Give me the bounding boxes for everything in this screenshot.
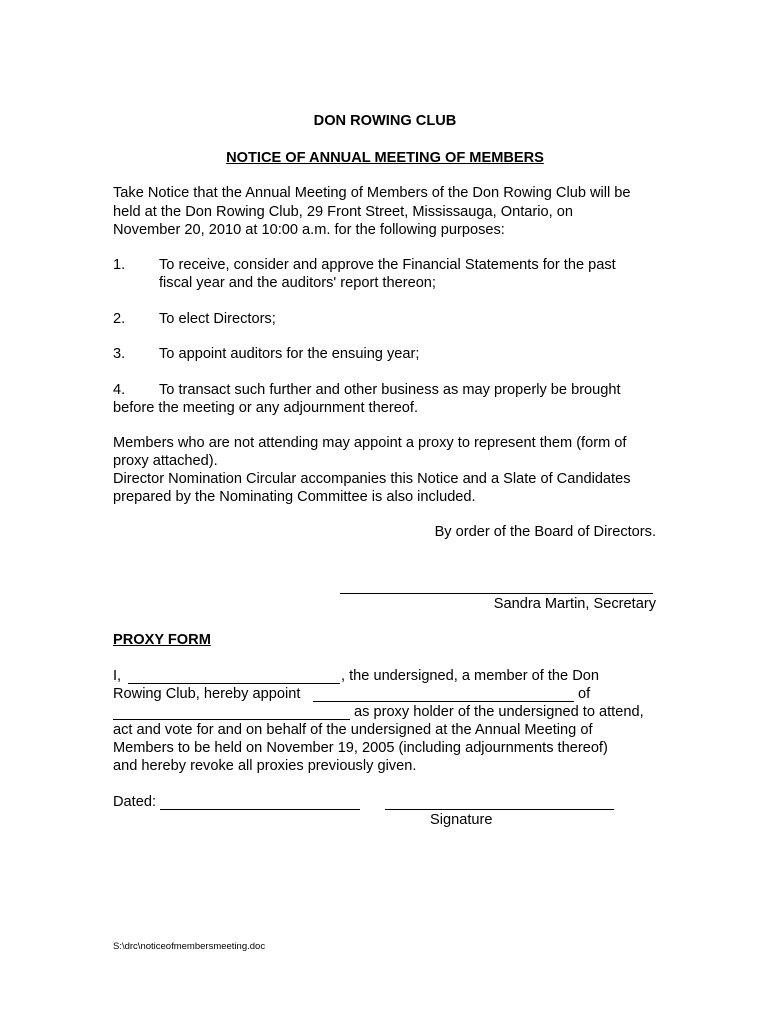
purpose-number: 4.: [113, 382, 126, 398]
note-line: prepared by the Nominating Committee is also included.: [113, 489, 476, 505]
notice-title: NOTICE OF ANNUAL MEETING OF MEMBERS: [226, 150, 544, 166]
dated-blank[interactable]: [160, 809, 360, 810]
signature-label: Signature: [430, 812, 493, 828]
proxy-holder-address-blank[interactable]: [113, 719, 350, 720]
purpose-text: To transact such further and other business as may properly be brought: [159, 382, 621, 398]
proxy-line3-text: as proxy holder of the undersigned to attend,: [354, 704, 644, 720]
proxy-line1-text: , the undersigned, a member of the Don: [341, 668, 599, 684]
club-name-heading: DON ROWING CLUB: [313, 113, 457, 129]
intro-line: Take Notice that the Annual Meeting of Members of the Don Rowing Club will be: [113, 185, 631, 201]
secretary-name: Sandra Martin, Secretary: [493, 596, 656, 612]
intro-line: held at the Don Rowing Club, 29 Front Street, Mississauga, Ontario, on: [113, 204, 573, 220]
proxy-form-heading: PROXY FORM: [113, 632, 211, 648]
proxy-line2-text: Rowing Club, hereby appoint: [113, 686, 301, 702]
note-line: proxy attached).: [113, 453, 218, 469]
signature-blank[interactable]: [385, 809, 614, 810]
proxy-of-text: of: [578, 686, 591, 702]
intro-line: November 20, 2010 at 10:00 a.m. for the following purposes:: [113, 222, 505, 238]
note-line: Director Nomination Circular accompanies this Notice and a Slate of Candidates: [113, 471, 631, 487]
purpose-text: To receive, consider and approve the Financial Statements for the past: [159, 257, 616, 273]
member-name-blank[interactable]: [128, 683, 340, 684]
purpose-number: 3.: [113, 346, 126, 362]
dated-label: Dated:: [113, 794, 156, 810]
note-line: Members who are not attending may appoint a proxy to represent them (form of: [113, 435, 627, 451]
purpose-text: fiscal year and the auditors' report thereon;: [159, 275, 436, 291]
purpose-text: To elect Directors;: [159, 311, 276, 327]
proxy-holder-name-blank[interactable]: [313, 701, 574, 702]
proxy-line4-text: act and vote for and on behalf of the undersigned at the Annual Meeting of: [113, 722, 593, 738]
footer-file-path: S:\drc\noticeofmembersmeeting.doc: [113, 941, 266, 952]
by-order-text: By order of the Board of Directors.: [434, 524, 656, 540]
secretary-signature-line: [340, 593, 653, 594]
purpose-number: 1.: [113, 257, 126, 273]
purpose-text: before the meeting or any adjournment thereof.: [113, 400, 419, 416]
proxy-line6-text: and hereby revoke all proxies previously given.: [113, 758, 417, 774]
purpose-number: 2.: [113, 311, 126, 327]
proxy-line5-text: Members to be held on November 19, 2005 (including adjournments thereof): [113, 740, 608, 756]
purpose-text: To appoint auditors for the ensuing year;: [159, 346, 420, 362]
proxy-i-label: I,: [113, 668, 122, 684]
